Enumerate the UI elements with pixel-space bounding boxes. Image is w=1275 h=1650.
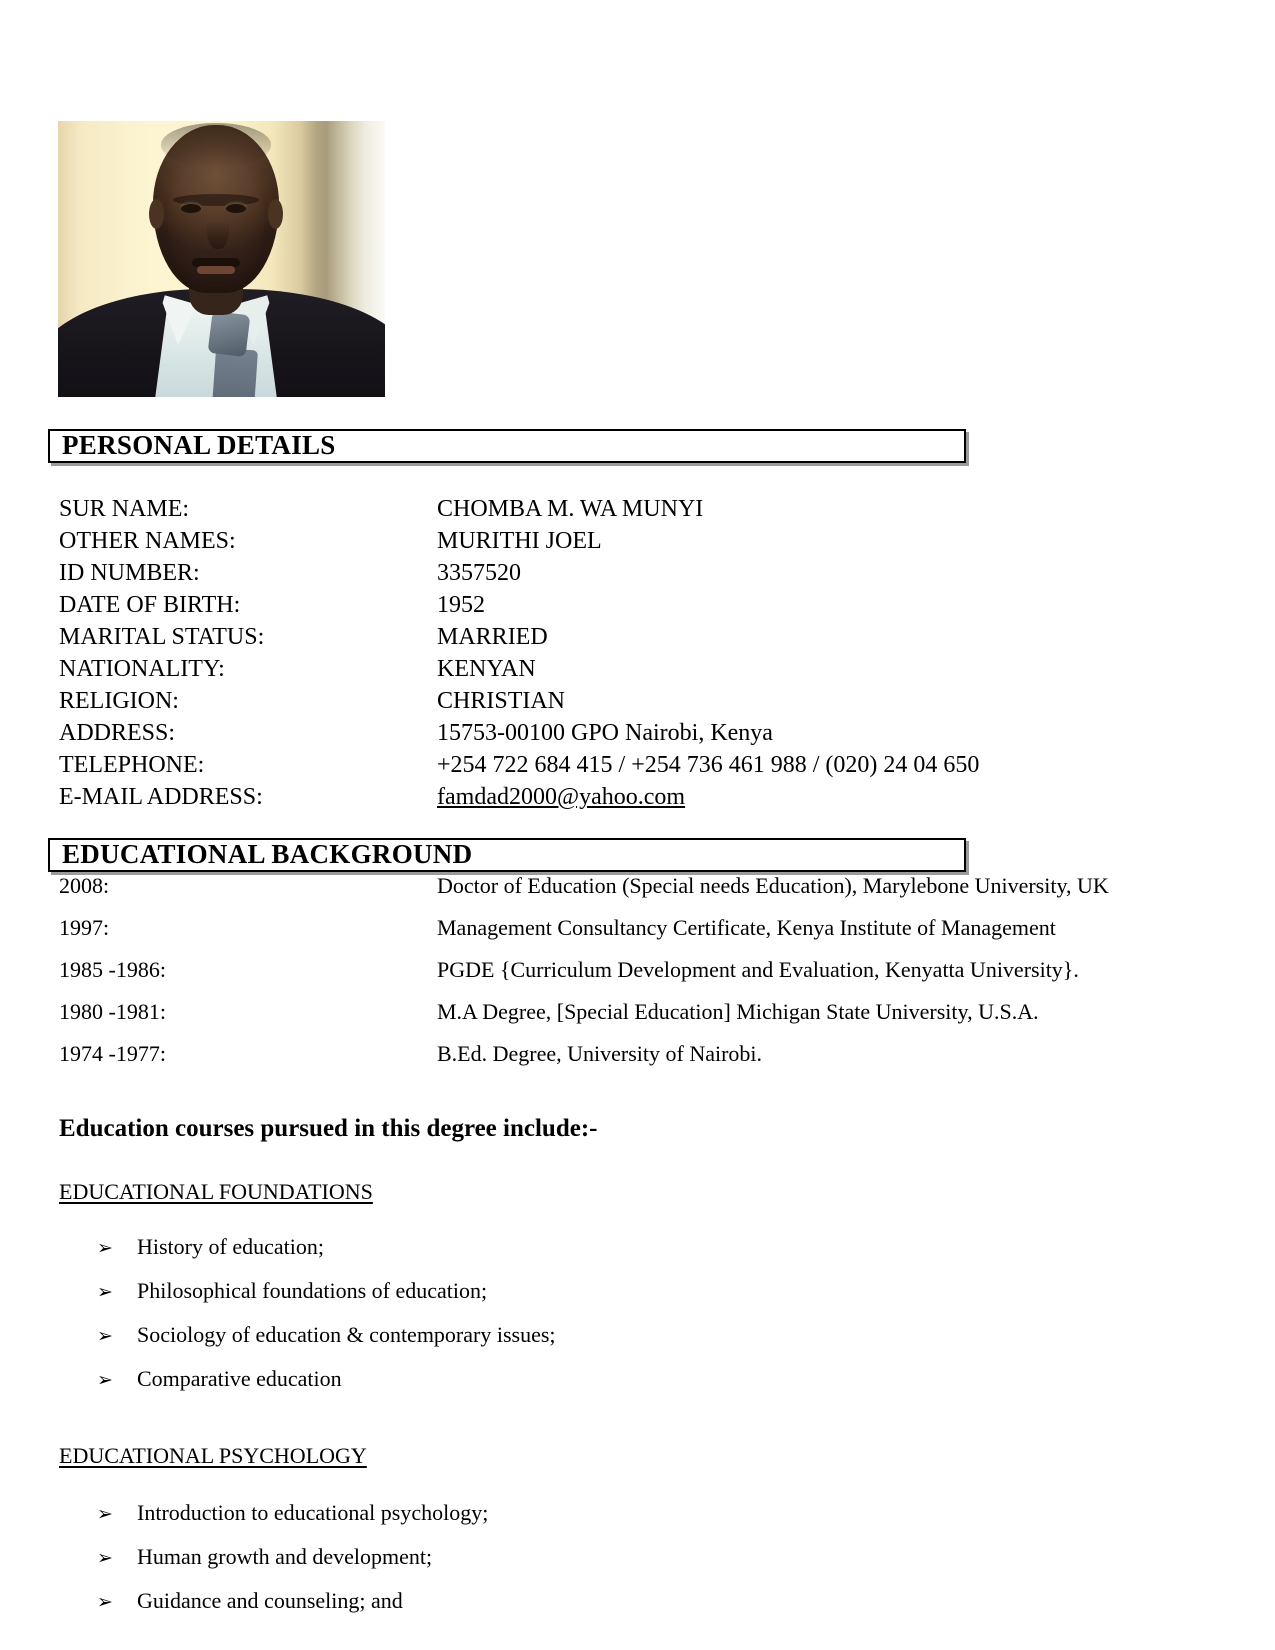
table-row [59,717,1219,749]
arrow-bullet-icon: ➢ [97,1281,113,1303]
bullet-text: Introduction to educational psychology; [137,1500,489,1525]
field-value: CHOMBA M. WA MUNYI [437,496,704,522]
list-item [59,1586,1159,1630]
photo-eye-right [226,204,246,213]
psychology-bullet-list [59,1498,1159,1630]
degree-detail: B.Ed. Degree, University of Nairobi. [437,1041,763,1066]
photo-hair [161,123,272,167]
degree-detail: M.A Degree, [Special Education] Michigan State University, U.S.A. [437,999,1039,1024]
field-label: DATE OF BIRTH: [59,592,241,618]
personal-details-title: PERSONAL DETAILS [62,430,336,460]
table-row [59,781,1219,813]
field-value: MARRIED [437,624,548,650]
group-title-educational-foundations: EDUCATIONAL FOUNDATIONS [59,1179,373,1204]
field-label: ADDRESS: [59,720,176,746]
field-label: TELEPHONE: [59,752,205,778]
field-label: ID NUMBER: [59,560,200,586]
photo-ear-right [268,199,283,229]
list-item [59,1364,1159,1408]
field-value: 3357520 [437,560,521,586]
personal-details-list [59,493,1219,813]
year-label: 2008: [59,873,110,898]
field-label: E-MAIL ADDRESS: [59,784,263,810]
table-row [59,1040,1249,1082]
year-label: 1980 -1981: [59,999,166,1024]
bullet-text: Human growth and development; [137,1544,433,1569]
field-label: SUR NAME: [59,496,190,522]
degree-detail: PGDE {Curriculum Development and Evaluation, Kenyatta University}. [437,957,1079,982]
field-label: OTHER NAMES: [59,528,236,554]
educational-background-title: EDUCATIONAL BACKGROUND [62,839,473,869]
list-item [59,1232,1159,1276]
email-link[interactable]: famdad2000@yahoo.com [437,784,686,810]
year-label: 1997: [59,915,110,940]
table-row [59,685,1219,717]
table-row [59,621,1219,653]
degree-detail: Management Consultancy Certificate, Kenya Institute of Management [437,915,1056,940]
list-item [59,1498,1159,1542]
year-label: 1985 -1986: [59,957,166,982]
bullet-text: Philosophical foundations of education; [137,1278,488,1303]
arrow-bullet-icon: ➢ [97,1237,113,1259]
field-value: MURITHI JOEL [437,528,602,554]
arrow-bullet-icon: ➢ [97,1325,113,1347]
list-item [59,1320,1159,1364]
bullet-text: Guidance and counseling; and [137,1588,403,1613]
photo-eye-left [181,204,201,213]
table-row [59,557,1219,589]
table-row [59,653,1219,685]
field-value: CHRISTIAN [437,688,566,714]
bullet-text: Sociology of education & contemporary issues; [137,1322,556,1347]
photo-lip [197,266,235,274]
arrow-bullet-icon: ➢ [97,1591,113,1613]
group-title-educational-psychology: EDUCATIONAL PSYCHOLOGY [59,1443,367,1468]
personal-details-header-box [48,429,966,463]
bullet-text: History of education; [137,1234,324,1259]
field-label: RELIGION: [59,688,179,714]
table-row [59,749,1219,781]
table-row [59,914,1249,956]
arrow-bullet-icon: ➢ [97,1503,113,1525]
foundations-bullet-list [59,1232,1159,1408]
field-label: NATIONALITY: [59,656,225,682]
arrow-bullet-icon: ➢ [97,1369,113,1391]
table-row [59,872,1249,914]
field-value: KENYAN [437,656,536,682]
bullet-text: Comparative education [137,1366,342,1391]
list-item [59,1276,1159,1320]
photo-nose [207,209,228,249]
table-row [59,493,1219,525]
education-history-list [59,872,1249,1082]
table-row [59,998,1249,1040]
degree-detail: Doctor of Education (Special needs Education), Marylebone University, UK [437,873,1109,898]
table-row [59,956,1249,998]
profile-photo [58,121,385,397]
field-value: 1952 [437,592,485,618]
table-row [59,589,1219,621]
educational-background-header-box [48,838,966,872]
field-value: 15753-00100 GPO Nairobi, Kenya [437,720,773,746]
list-item [59,1542,1159,1586]
courses-heading: Education courses pursued in this degree include:- [59,1115,598,1142]
table-row [59,525,1219,557]
photo-tie-knot [208,311,251,357]
photo-face [153,125,279,293]
photo-ear-left [149,199,164,229]
field-value: +254 722 684 415 / +254 736 461 988 / (020) 24 04 650 [437,752,980,778]
field-label: MARITAL STATUS: [59,624,265,650]
arrow-bullet-icon: ➢ [97,1547,113,1569]
year-label: 1974 -1977: [59,1041,166,1066]
